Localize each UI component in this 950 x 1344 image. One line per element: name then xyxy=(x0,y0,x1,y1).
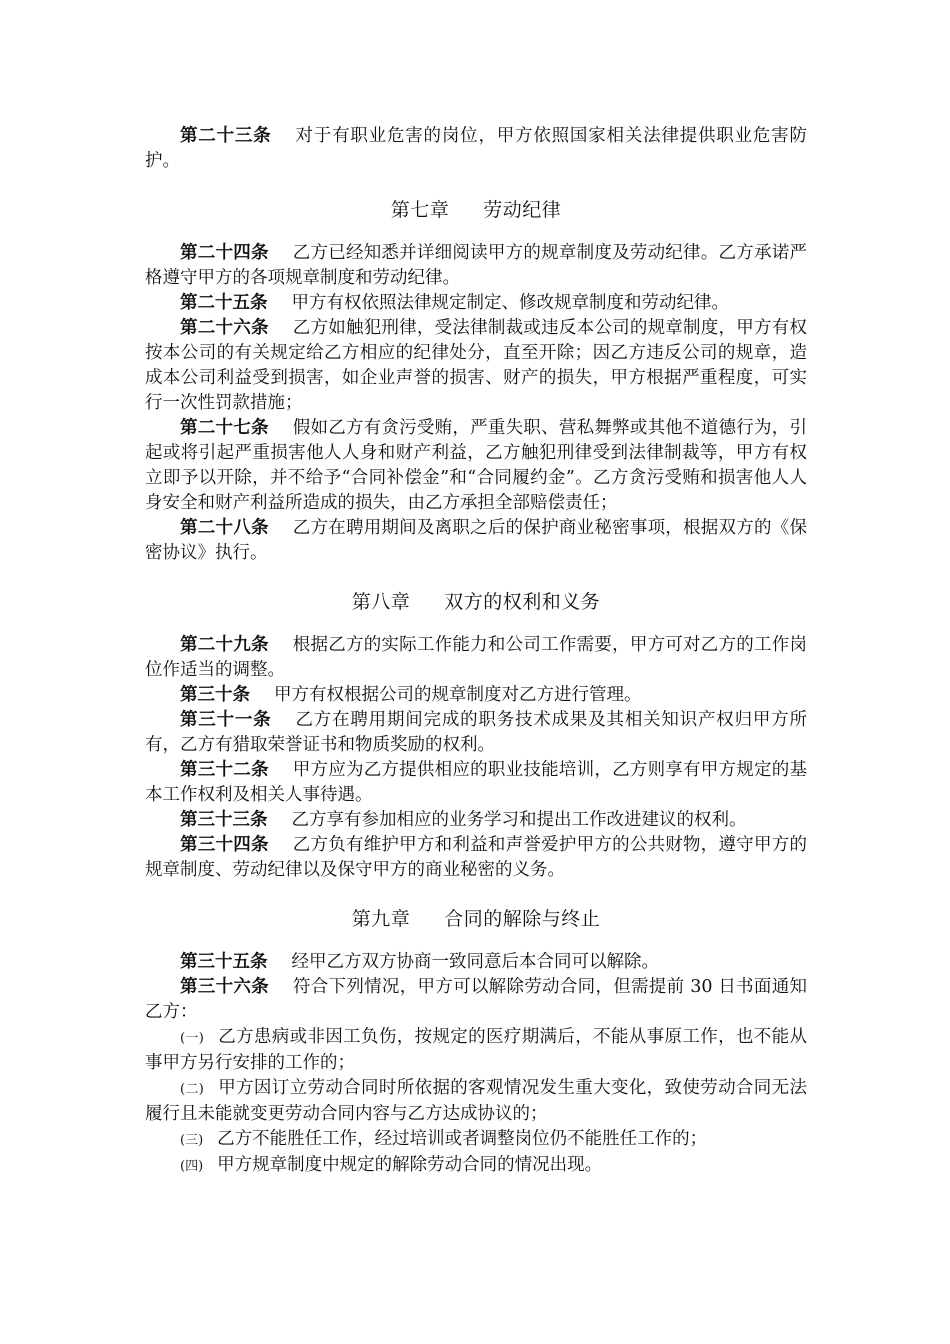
list-marker: (三) xyxy=(180,1133,204,1148)
article-number: 第三十一条 xyxy=(180,710,272,730)
article-number: 第二十四条 xyxy=(180,243,269,263)
article-text: 经甲乙方双方协商一致同意后本合同可以解除。 xyxy=(291,952,659,972)
article-text: 甲方规章制度中规定的解除劳动合同的情况出现。 xyxy=(217,1155,603,1175)
article-text: 乙方不能胜任工作，经过培训或者调整岗位仍不能胜任工作的； xyxy=(217,1129,708,1149)
chapter-heading xyxy=(145,589,807,615)
article-number: 第三十三条 xyxy=(180,810,268,830)
article-number: 第三十条 xyxy=(180,685,250,705)
article-paragraph xyxy=(145,124,807,174)
article-paragraph xyxy=(145,808,807,833)
article-text: 符合下列情况，甲方可以解除劳动合同，但需提前 30 日书面通知乙方： xyxy=(145,977,808,1022)
list-marker: (二) xyxy=(180,1082,204,1097)
article-text: 乙方患病或非因工负伤，按规定的医疗期满后，不能从事原工作，也不能从事甲方另行安排的工作的； xyxy=(145,1027,807,1073)
list-item xyxy=(145,1076,807,1127)
list-item xyxy=(145,1025,807,1076)
article-number: 第三十二条 xyxy=(180,760,269,780)
article-number: 第二十七条 xyxy=(180,418,269,438)
article-paragraph xyxy=(145,316,807,416)
article-text: 甲方因订立劳动合同时所依据的客观情况发生重大变化，致使劳动合同无法履行且未能就变更劳动合同内容与乙方达成协议的； xyxy=(145,1078,807,1124)
article-text: 甲方有权根据公司的规章制度对乙方进行管理。 xyxy=(274,685,642,705)
article-number: 第三十六条 xyxy=(180,977,269,997)
chapter-heading xyxy=(145,197,807,223)
article-paragraph xyxy=(145,758,807,808)
article-number: 第三十四条 xyxy=(180,835,269,855)
article-text: 对于有职业危害的岗位，甲方依照国家相关法律提供职业危害防护。 xyxy=(145,126,807,171)
chapter-title: 双方的权利和义务 xyxy=(444,591,601,613)
list-item xyxy=(145,1127,807,1153)
article-text: 乙方已经知悉并详细阅读甲方的规章制度及劳动纪律。乙方承诺严格遵守甲方的各项规章制度和劳动纪律。 xyxy=(145,243,808,288)
chapter-heading xyxy=(145,906,807,932)
list-marker: (一) xyxy=(180,1031,204,1046)
article-number: 第二十五条 xyxy=(180,293,268,313)
article-number: 第三十五条 xyxy=(180,952,268,972)
list-marker: (四) xyxy=(180,1159,204,1174)
article-text: 甲方有权依照法律规定制定、修改规章制度和劳动纪律。 xyxy=(291,293,729,313)
article-text: 乙方如触犯刑律，受法律制裁或违反本公司的规章制度，甲方有权按本公司的有关规定给乙方相应的纪律处分，直至开除；因乙方违反公司的规章，造成本公司利益受到损害，如企业声誉的损害、财产的损失，甲方根据严重程度，可实行一次性罚款措施； xyxy=(145,318,808,413)
article-text: 乙方享有参加相应的业务学习和提出工作改进建议的权利。 xyxy=(291,810,747,830)
article-paragraph xyxy=(145,708,807,758)
article-number: 第二十八条 xyxy=(180,518,269,538)
chapter-number: 第九章 xyxy=(351,908,411,930)
chapter-number: 第七章 xyxy=(390,199,450,221)
article-paragraph xyxy=(145,633,807,683)
article-paragraph xyxy=(145,291,807,316)
article-text: 根据乙方的实际工作能力和公司工作需要，甲方可对乙方的工作岗位作适当的调整。 xyxy=(145,635,808,680)
article-text: 乙方在聘用期间及离职之后的保护商业秘密事项，根据双方的《保密协议》执行。 xyxy=(145,518,808,563)
article-paragraph xyxy=(145,516,807,566)
article-paragraph xyxy=(145,833,807,883)
article-text: 乙方在聘用期间完成的职务技术成果及其相关知识产权归甲方所有，乙方有猎取荣誉证书和物质奖励的权利。 xyxy=(145,710,807,755)
article-number: 第二十六条 xyxy=(180,318,269,338)
chapter-number: 第八章 xyxy=(351,591,411,613)
article-paragraph xyxy=(145,683,807,708)
article-paragraph xyxy=(145,975,807,1025)
article-text: 假如乙方有贪污受贿，严重失职、营私舞弊或其他不道德行为，引起或将引起严重损害他人人身和财产利益，乙方触犯刑律受到法律制裁等，甲方有权立即予以开除，并不给予“合同补偿金”和“合同履约金”。乙方贪污受贿和损害他人人身安全和财产利益所造成的损失，由乙方承担全部赔偿责任； xyxy=(145,418,808,513)
article-text: 甲方应为乙方提供相应的职业技能培训，乙方则享有甲方规定的基本工作权利及相关人事待遇。 xyxy=(145,760,808,805)
list-item xyxy=(145,1153,807,1179)
article-number: 第二十三条 xyxy=(180,126,272,146)
article-text: 乙方负有维护甲方和利益和声誉爱护甲方的公共财物，遵守甲方的规章制度、劳动纪律以及保守甲方的商业秘密的义务。 xyxy=(145,835,808,880)
article-number: 第二十九条 xyxy=(180,635,269,655)
chapter-title: 劳动纪律 xyxy=(483,199,562,221)
article-paragraph xyxy=(145,950,807,975)
document-page xyxy=(145,124,807,1179)
article-paragraph xyxy=(145,241,807,291)
article-paragraph xyxy=(145,416,807,516)
chapter-title: 合同的解除与终止 xyxy=(444,908,601,930)
